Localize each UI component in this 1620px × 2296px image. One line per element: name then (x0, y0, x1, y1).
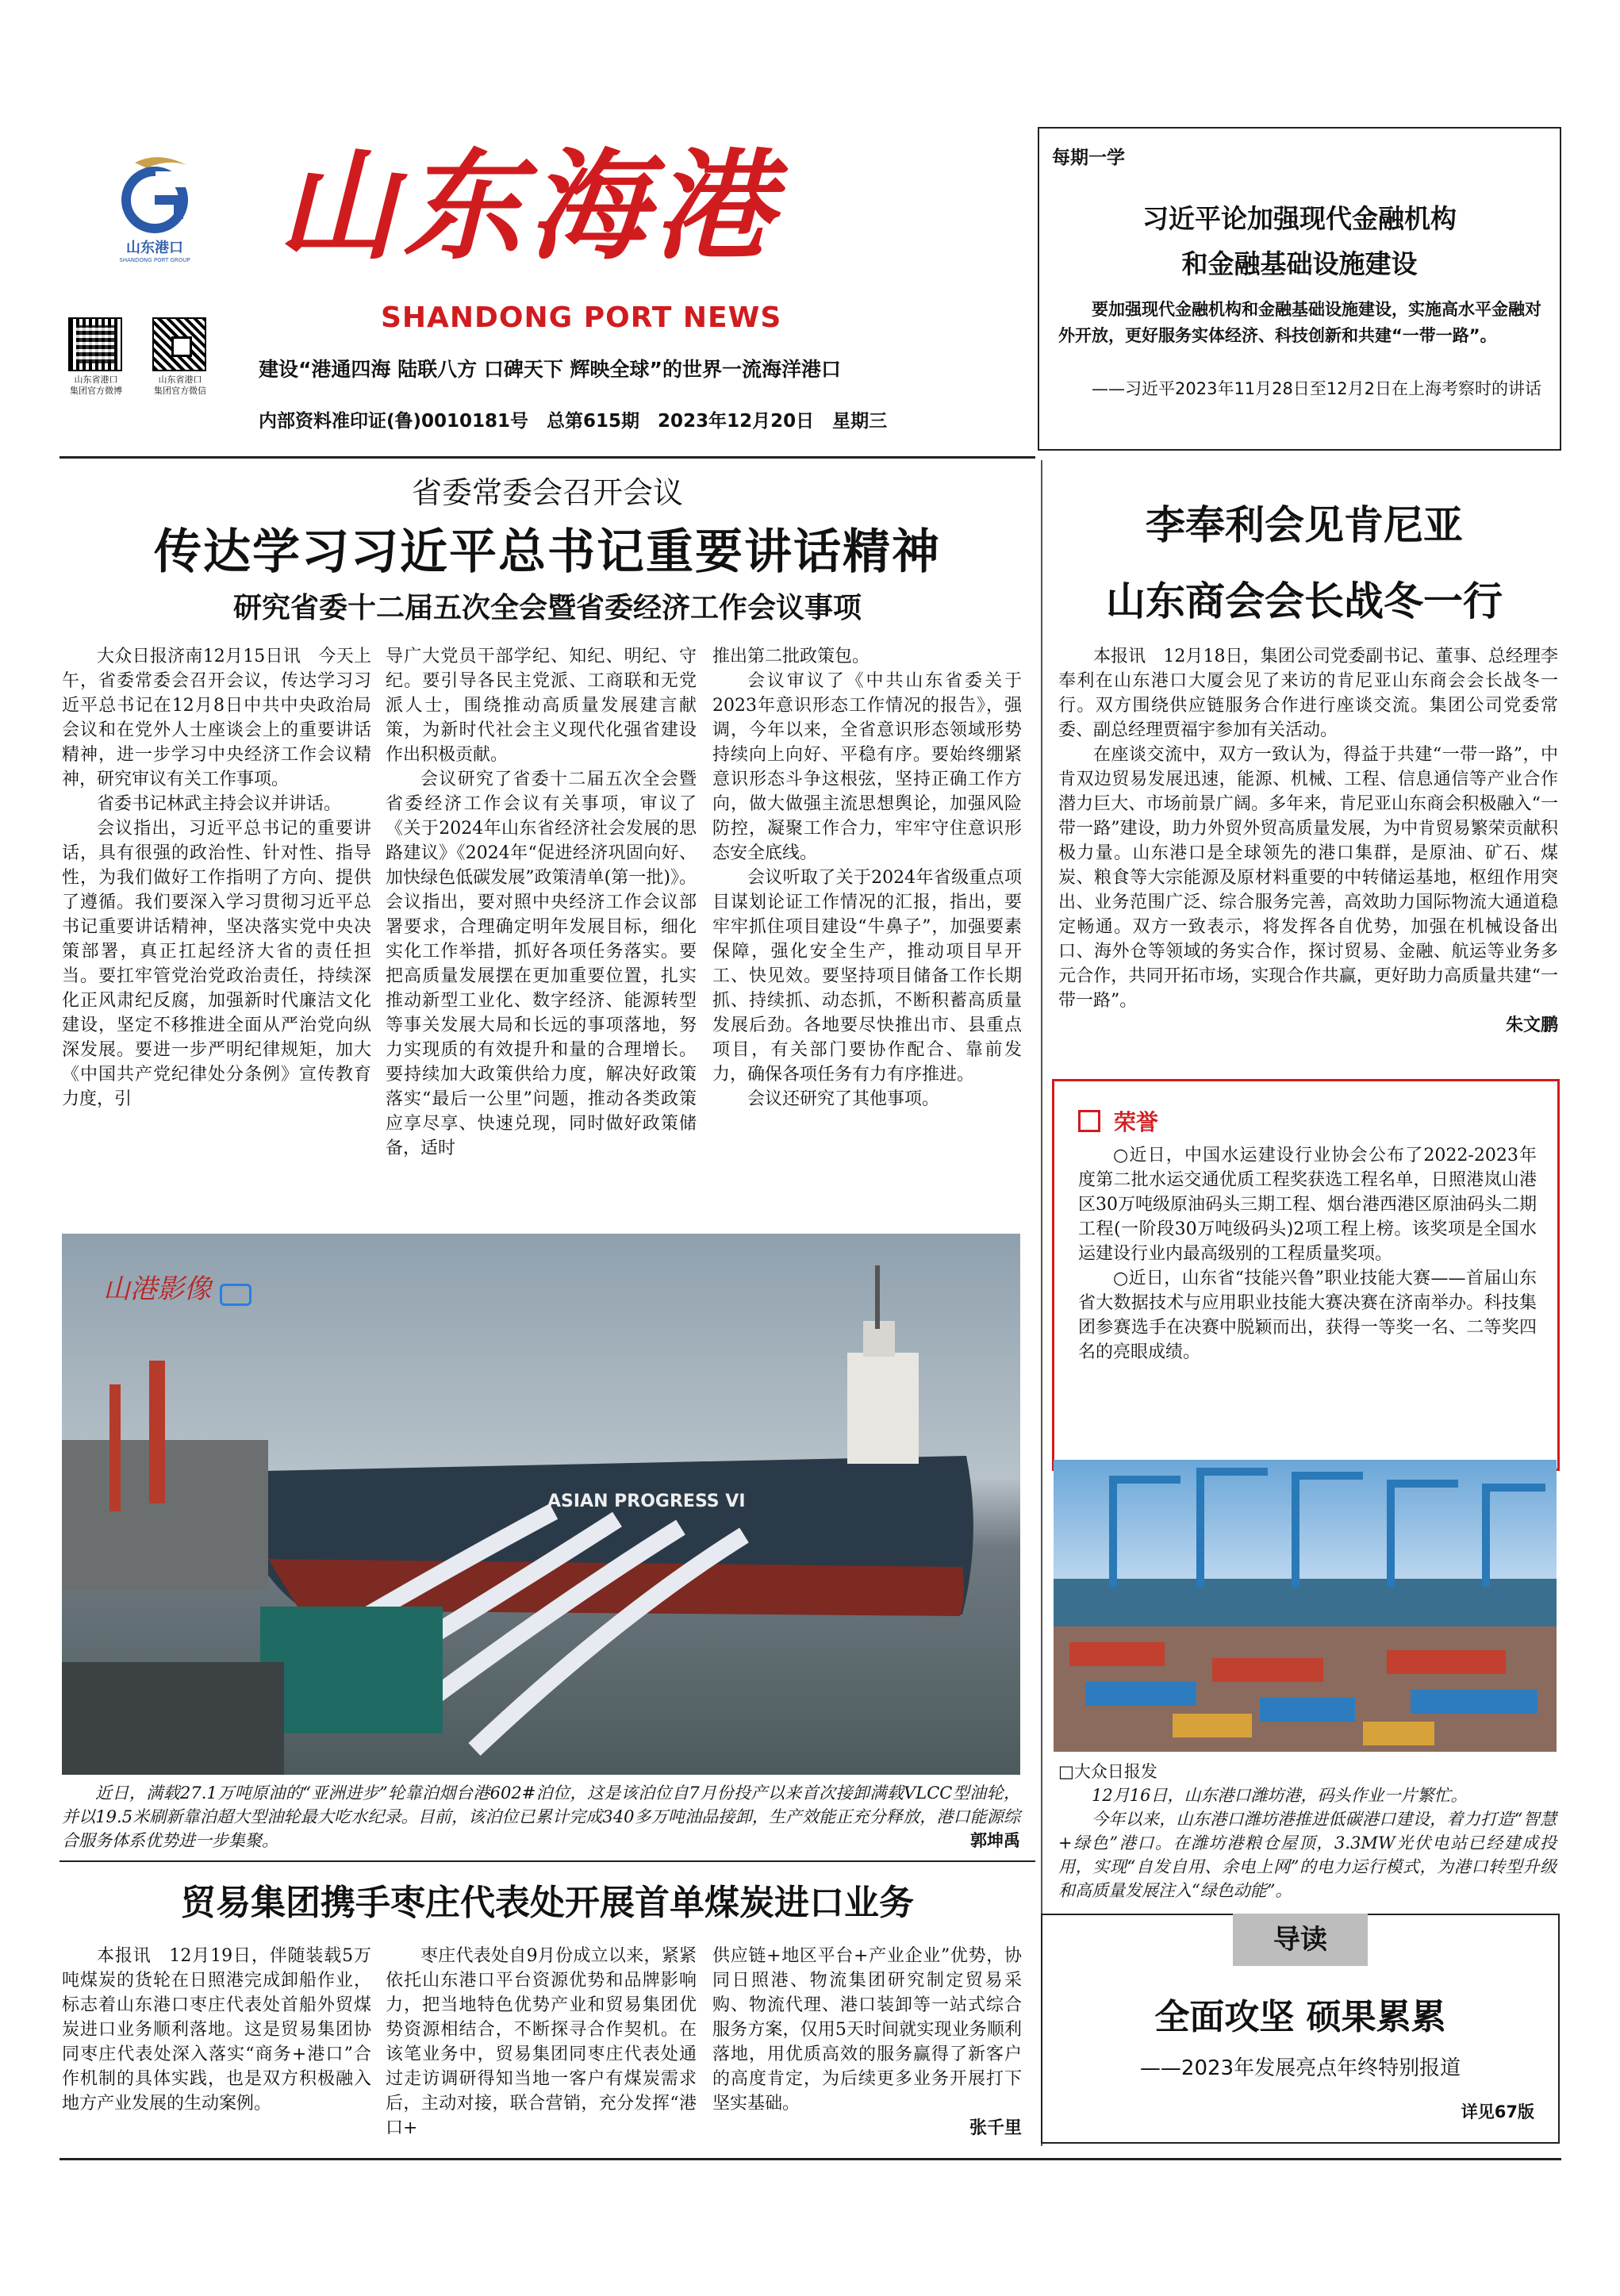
right-story-body (1058, 644, 1558, 1038)
weekly-title-2: 和金融基础设施建设 (1181, 248, 1418, 279)
lead-column-2 (386, 644, 697, 1215)
lead-column-3 (712, 644, 1022, 1215)
lead-p7: 会议审议了《中共山东省委关于2023年意识形态工作情况的报告》，强调，今年以来，全省意识形态领域形势持续向上向好、平稳有序。要始终绷紧意识形态斗争这根弦，坚持正确工作方向，做大做强主流思想舆论，加强风险防控，凝聚工作合力，牢牢守住意识形态安全底线。 (712, 671, 1022, 863)
honor-item-1: ○近日，中国水运建设行业协会公布了2022-2023年度第二批水运交通优质工程奖获选工程名单，日照港岚山港区30万吨级原油码头三期工程、烟台港西港区原油码头二期工程(一阶段30万吨级码头)2项工程上榜。该奖项是全国水运建设行业内最高级别的工程质量奖项。 (1078, 1146, 1537, 1264)
main-photo-author: 郭坤禹 (970, 1830, 1020, 1850)
qr-label-weibo: 山东省港口 集团官方微博 (70, 374, 122, 396)
coal-column-2 (386, 1944, 697, 2141)
lead-p6: 推出第二批政策包。 (712, 647, 870, 666)
lead-p3: 会议指出，习近平总书记的重要讲话，具有很强的政治性、针对性、指导性，为我们做好工作指明了方向、提供了遵循。我们要深入学习贯彻习近平总书记重要讲话精神，坚决落实党中央决策部署，真正扛起经济大省的责任担当。要扛牢管党治党政治责任，持续深化正风肃纪反腐，加强新时代廉洁文化建设，坚定不移推进全面从严治党向纵深发展。要进一步严明纪律规矩，加大《中国共产党纪律处分条例》宣传教育力度，引 (62, 819, 371, 1109)
masthead (63, 136, 1015, 444)
guide-page-ref: 详见67版 (1461, 2102, 1534, 2121)
right-p2: 在座谈交流中，双方一致认为，得益于共建“一带一路”，中肯双边贸易发展迅速，能源、机械、工程、信息通信等产业合作潜力巨大、市场前景广阔。多年来，肯尼亚山东商会积极融入“一带一路”建设，助力外贸外贸高质量发展，为中肯贸易繁荣贡献积极力量。山东港口是全球领先的港口集群，是原油、矿石、煤炭、粮食等大宗能源及原材料重要的中转储运基地，枢纽作用突出、业务范围广泛、综合服务完善，高效助力国际物流大通道稳定畅通。双方一致表示，将发挥各自优势，加强在机械设备出口、海外仓等领域的务实合作，探讨贸易、金融、航运等业务多元合作，共同开拓市场，实现合作共赢，更好助力高质量共建“一带一路”。 (1058, 745, 1558, 1011)
coal-author: 张千里 (969, 2118, 1022, 2138)
coal-column-3 (712, 1944, 1022, 2141)
watermark-badge (103, 1267, 251, 1306)
port-logo-icon (111, 151, 198, 238)
masthead-title-en: SHANDONG PORT NEWS (381, 301, 782, 334)
qr-code-weibo[interactable] (70, 319, 121, 370)
column-divider (1041, 460, 1042, 2146)
right-headline-1: 李奉利会见肯尼亚 (1146, 502, 1463, 548)
guide-subtitle: ——2023年发展亮点年终特别报道 (1139, 2056, 1461, 2080)
weekly-source: ——习近平2023年11月28日至12月2日在上海考察时的讲话 (1092, 379, 1541, 398)
lead-p4: 导广大党员干部学纪、知纪、明纪、守纪。要引导各民主党派、工商联和无党派人士，围绕推动高质量发展建言献策，为新时代社会主义现代化强省建设作出积极贡献。 (386, 647, 697, 765)
lead-p2: 省委书记林武主持会议并讲话。 (97, 794, 342, 814)
guide-tag: 导读 (1233, 1914, 1368, 1966)
coal-column-1 (62, 1944, 371, 2116)
honor-item-2: ○近日，山东省“技能兴鲁”职业技能大赛——首届山东省大数据技术与应用职业技能大赛决赛在济南举办。科技集团参赛选手在决赛中脱颖而出，获得一等奖一名、二等奖四名的亮眼成绩。 (1078, 1269, 1537, 1362)
honor-body (1078, 1143, 1537, 1365)
logo-sub: SHANDONG PORT GROUP (119, 257, 190, 263)
qr-code-wechat[interactable] (154, 319, 205, 370)
honor-title: 荣誉 (1113, 1109, 1158, 1135)
camera-icon (220, 1284, 251, 1306)
coal-p2: 枣庄代表处自9月份成立以来，紧紧依托山东港口平台资源优势和品牌影响力，把当地特色优势产业和贸易集团优势资源相结合，不断探寻合作契机。在该笔业务中，贸易集团同枣庄代表处通过走访调研得知当地一客户有煤炭需求后，主动对接，联合营销，充分发挥“港口+ (386, 1946, 697, 2138)
guide-box[interactable] (1041, 1914, 1560, 2144)
lead-p1: 大众日报济南12月15日讯 今天上午，省委常委会召开会议，传达学习习近平总书记在12月8日中共中央政治局会议和在党外人士座谈会上的重要讲话精神，进一步学习中央经济工作会议精神，研究审议有关工作事项。 (62, 647, 371, 789)
masthead-slogan: 建设“港通四海 陆联八方 口碑天下 辉映全球”的世界一流海洋港口 (259, 358, 841, 381)
lead-p9: 会议还研究了其他事项。 (747, 1089, 940, 1109)
lead-headline: 传达学习习近平总书记重要讲话精神 (154, 524, 941, 580)
watermark-text: 山港影像 (103, 1273, 211, 1305)
port-photo-caption-1: 12月16日，山东港口潍坊港，码头作业一片繁忙。 (1092, 1786, 1468, 1805)
honor-header (1078, 1105, 1158, 1137)
port-photo-tag: □大众日报发 (1058, 1762, 1157, 1781)
lead-subhead: 研究省委十二届五次全会暨省委经济工作会议事项 (232, 592, 862, 624)
main-photo-caption (62, 1781, 1020, 1853)
port-photo[interactable] (1054, 1460, 1557, 1752)
coal-p3: 供应链+地区平台+产业企业”优势，协同日照港、物流集团研究制定贸易采购、物流代理、港口装卸等一站式综合服务方案，仅用5天时间就实现业务顺利落地，用优质高效的服务赢得了新客户的高度肯定，为后续更多业务开展打下坚实基础。 (712, 1946, 1022, 2114)
right-author: 朱文鹏 (1505, 1016, 1558, 1035)
masthead-rule (60, 456, 1035, 459)
weekly-tag: 每期一学 (1052, 148, 1125, 168)
lead-column-1 (62, 644, 371, 1215)
weekly-body: 要加强现代金融机构和金融基础设施建设，实施高水平金融对外开放，更好服务实体经济、科技创新和共建“一带一路”。 (1058, 300, 1541, 345)
honor-box (1052, 1079, 1560, 1471)
weekly-study-box (1038, 127, 1561, 451)
photo-rule (60, 1860, 1035, 1862)
port-scene-svg (1054, 1460, 1557, 1752)
lead-p5: 会议研究了省委十二届五次全会暨省委经济工作会议有关事项，审议了《关于2024年山东省经济社会发展的思路建议》《2024年“促进经济巩固向好、加快绿色低碳发展”政策清单(第一批)》。会议指出，要对照中央经济工作会议部署要求，合理确定明年发展目标，细化实化工作举措，抓好各项任务落实。要把高质量发展摆在更加重要位置，扎实推动新型工业化、数字经济、能源转型等事关发展大局和长远的事项落地，努力实现质的有效提升和量的合理增长。要持续加大政策供给力度，解决好政策落实“最后一公里”问题，推动各类政策应享尽享、快速兑现，同时做好政策储备，适时 (386, 770, 697, 1158)
port-photo-caption-2: 今年以来，山东港口潍坊港推进低碳港口建设，着力打造“智慧+绿色”港口。在潍坊港粮仓屋顶，3.3MW光伏电站已经建成投用，实现“自发自用、余电上网”的电力运行模式，为港口转型升级和高质量发展注入“绿色动能”。 (1058, 1810, 1557, 1900)
main-photo-caption-text: 近日，满载27.1万吨原油的“亚洲进步”轮靠泊烟台港602#泊位，这是该泊位自7月份投产以来首次接卸满载VLCC型油轮，并以19.5米刷新靠泊超大型油轮最大吃水纪录。目前，该泊位已累计完成340多万吨油品接卸，生产效能正充分释放，港口能源综合服务体系优势进一步集聚。 (62, 1783, 1020, 1850)
port-logo (111, 151, 198, 263)
coal-headline: 贸易集团携手枣庄代表处开展首单煤炭进口业务 (181, 1883, 914, 1923)
honor-square-icon (1078, 1110, 1100, 1132)
right-headline-2: 山东商会会长战冬一行 (1106, 578, 1503, 624)
ship-scene-svg (62, 1234, 1020, 1775)
masthead-title: 山东海港 (278, 136, 780, 276)
port-photo-caption (1058, 1760, 1557, 1902)
qr-label-wechat: 山东省港口 集团官方微信 (154, 374, 206, 396)
lead-p8: 会议听取了关于2024年省级重点项目谋划论证工作情况的汇报，指出，要牢牢抓住项目建设“牛鼻子”，加强要素保障，强化安全生产，推动项目早开工、快见效。要坚持项目储备工作长期抓、持续抓、动态抓，不断积蓄高质量发展后劲。各地要尽快推出市、县重点项目，有关部门要协作配合、靠前发力，确保各项任务有力有序推进。 (712, 868, 1022, 1085)
issue-line: 内部资料准印证(鲁)0010181号 总第615期 2023年12月20日 星期三 (259, 411, 888, 432)
logo-caption: 山东港口 (126, 240, 183, 256)
lead-kicker: 省委常委会召开会议 (411, 475, 683, 510)
guide-title: 全面攻坚 硕果累累 (1154, 1997, 1446, 2037)
coal-p1: 本报讯 12月19日，伴随装载5万吨煤炭的货轮在日照港完成卸船作业，标志着山东港口枣庄代表处首船外贸煤炭进口业务顺利落地。这是贸易集团协同枣庄代表处深入落实“商务+港口”合作机制的具体实践，也是双方积极融入地方产业发展的生动案例。 (62, 1946, 371, 2114)
ship-name: ASIAN PROGRESS VI (547, 1492, 746, 1511)
right-p1: 本报讯 12月18日，集团公司党委副书记、董事、总经理李奉利在山东港口大厦会见了来访的肯尼亚山东商会会长战冬一行。双方围绕供应链服务合作进行座谈交流。集团公司党委常委、副总经理贾福宇参加有关活动。 (1058, 647, 1558, 740)
bottom-rule (60, 2158, 1561, 2160)
main-photo[interactable] (62, 1234, 1020, 1775)
weekly-title-1: 习近平论加强现代金融机构 (1142, 203, 1457, 234)
